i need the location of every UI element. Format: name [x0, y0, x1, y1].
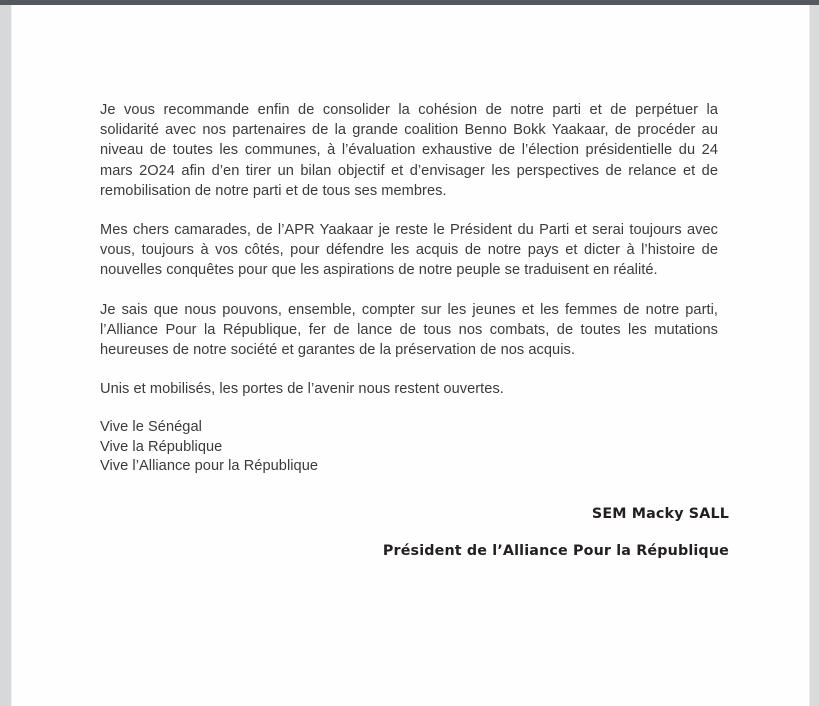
signatory-title: Président de l’Alliance Pour la République	[382, 543, 729, 559]
letter-paragraph-2: Mes chers camarades, de l’APR Yaakaar je reste le Président du Parti et serai toujours avec vous, toujours à vos côtés, pour défendre les acquis de notre pays et dicter à l’histoire de nouvelles conquêtes pour que les aspirations de notre peuple se traduisent en réalité.	[100, 222, 718, 279]
signature-block	[100, 505, 729, 560]
letter-paragraph-4: Unis et mobilisés, les portes de l’avenir nous restent ouvertes.	[100, 381, 504, 398]
slogan-line-2: Vive la République	[100, 438, 223, 455]
signatory-name: SEM Macky SALL	[591, 506, 729, 522]
page-gutter-left	[0, 5, 11, 706]
slogan-line-1: Vive le Sénégal	[100, 419, 202, 436]
page-gutter-right	[810, 5, 819, 706]
slogan-line-3: Vive l’Alliance pour la République	[100, 458, 319, 475]
letter-paragraph-1: Je vous recommande enfin de consolider la cohésion de notre parti et de perpétuer la solidarité avec nos partenaires de la grande coalition Benno Bokk Yaakaar, de procéder au niveau de toutes les communes, à l’évaluation exhaustive de l’élection présidentielle du 24 mars 2O24 afin d’en tirer un bilan objectif et d’envisager les perspectives de relance et de remobilisation de notre parti et de tous ses membres.	[100, 102, 718, 199]
letter-body	[100, 100, 718, 477]
letter-paragraph-3: Je sais que nous pouvons, ensemble, compter sur les jeunes et les femmes de notre parti, l’Alliance Pour la République, fer de lance de tous nos combats, de toutes les mutations heureuses de notre société et garantes de la préservation de nos acquis.	[100, 301, 718, 359]
closing-slogans	[100, 418, 718, 476]
letter-page	[11, 5, 810, 706]
